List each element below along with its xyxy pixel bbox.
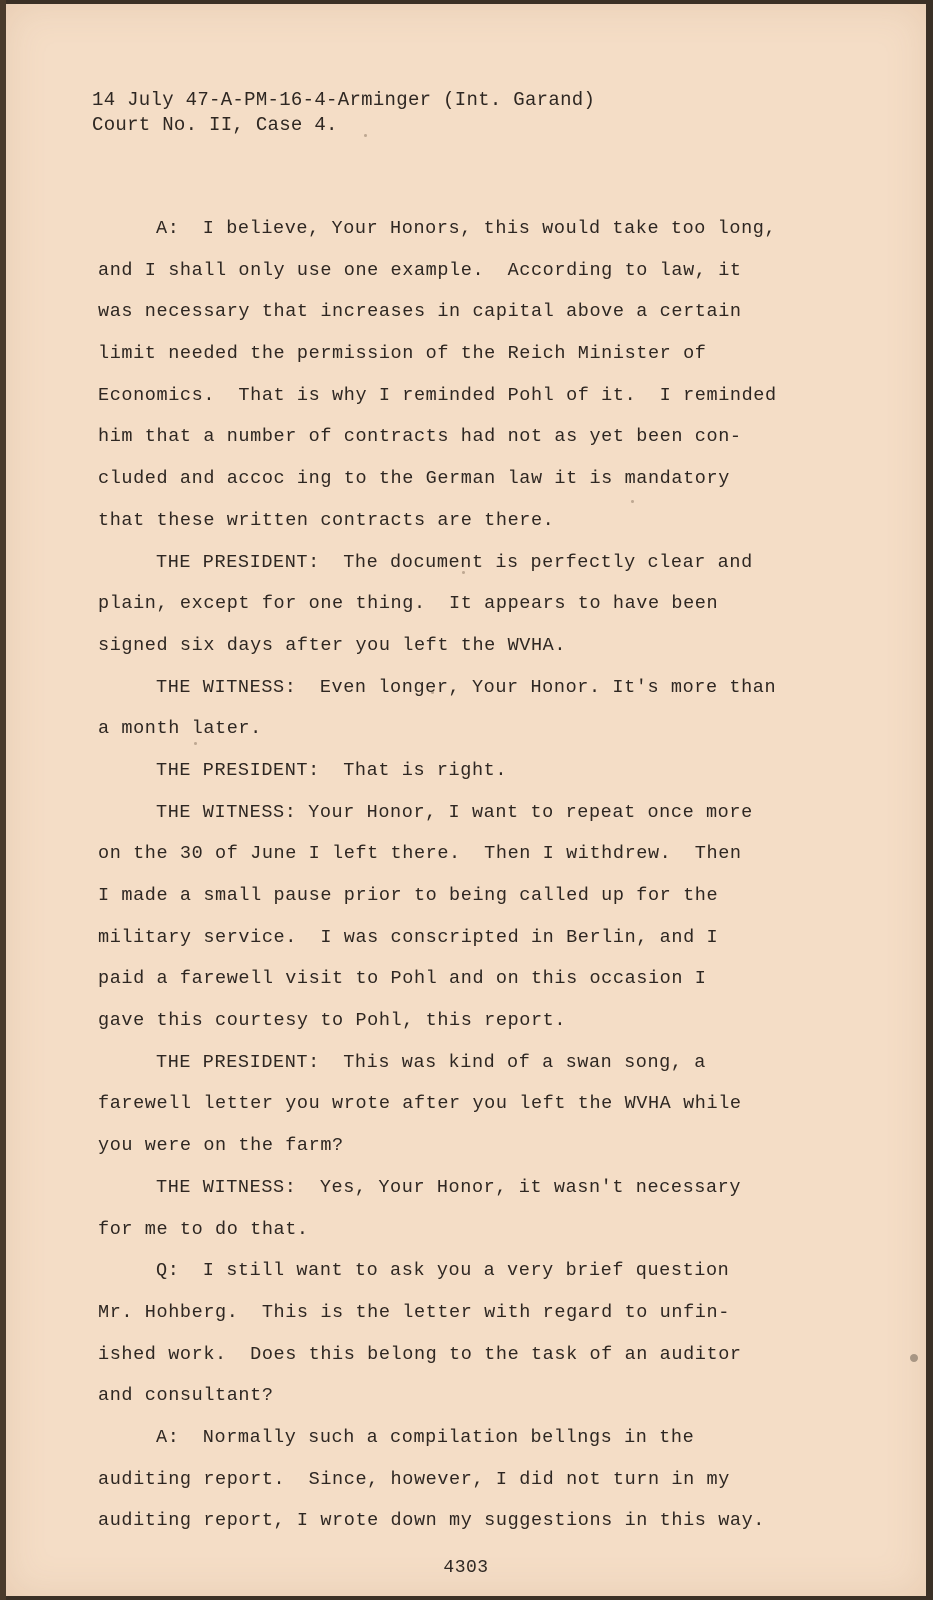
paper-speck bbox=[194, 742, 197, 745]
transcript-line: on the 30 of June I left there. Then I withdrew. Then bbox=[98, 843, 742, 865]
transcript-line: a month later. bbox=[98, 718, 262, 740]
transcript-line: that these written contracts are there. bbox=[98, 509, 555, 531]
transcript-line: paid a farewell visit to Pohl and on this occasion I bbox=[98, 968, 707, 990]
paper-speck bbox=[431, 691, 434, 694]
transcript-line: THE WITNESS: Even longer, Your Honor. It's more than bbox=[156, 676, 777, 698]
transcript-line: military service. I was conscripted in Berlin, and I bbox=[98, 926, 719, 948]
transcript-line: cluded and accoc ing to the German law it is mandatory bbox=[98, 468, 730, 490]
paper-speck bbox=[364, 134, 367, 137]
document-header bbox=[92, 88, 595, 138]
transcript-line: limit needed the permission of the Reich Minister of bbox=[98, 343, 707, 365]
page-number: 4303 bbox=[443, 1558, 489, 1578]
transcript-line: Q: I still want to ask you a very brief question bbox=[156, 1260, 730, 1282]
transcript-line: signed six days after you left the WVHA. bbox=[98, 634, 567, 656]
transcript-line: auditing report, I wrote down my suggestions in this way. bbox=[98, 1510, 766, 1532]
transcript-line: THE PRESIDENT: That is right. bbox=[156, 759, 508, 781]
transcript-line: gave this courtesy to Pohl, this report. bbox=[98, 1010, 567, 1032]
transcript-page bbox=[6, 4, 926, 1596]
paper-speck bbox=[631, 500, 634, 503]
transcript-line: auditing report. Since, however, I did not turn in my bbox=[98, 1468, 730, 1490]
punch-mark bbox=[910, 1354, 918, 1362]
transcript-line: I made a small pause prior to being called up for the bbox=[98, 885, 719, 906]
transcript-line: was necessary that increases in capital above a certain bbox=[98, 301, 742, 323]
transcript-line: Mr. Hohberg. This is the letter with regard to unfin- bbox=[98, 1301, 730, 1323]
transcript-line: for me to do that. bbox=[98, 1218, 309, 1240]
transcript-line: him that a number of contracts had not as yet been con- bbox=[98, 426, 742, 448]
transcript-line: THE PRESIDENT: The document is perfectly clear and bbox=[156, 551, 753, 573]
header-court-line: Court No. II, Case 4. bbox=[92, 114, 338, 136]
transcript-line: you were on the farm? bbox=[98, 1135, 344, 1157]
paper-speck bbox=[462, 571, 465, 574]
transcript-line: A: I believe, Your Honors, this would take too long, bbox=[156, 218, 777, 239]
header-session-line: 14 July 47-A-PM-16-4-Arminger (Int. Garand) bbox=[92, 89, 596, 111]
transcript-line: THE WITNESS: Yes, Your Honor, it wasn't necessary bbox=[156, 1176, 742, 1198]
transcript-line: THE WITNESS: Your Honor, I want to repeat once more bbox=[156, 801, 753, 823]
transcript-body bbox=[98, 208, 818, 1542]
transcript-line: Economics. That is why I reminded Pohl of it. I reminded bbox=[98, 384, 777, 406]
transcript-line: ished work. Does this belong to the task of an auditor bbox=[98, 1343, 742, 1365]
transcript-line: and I shall only use one example. According to law, it bbox=[98, 259, 742, 281]
transcript-line: and consultant? bbox=[98, 1385, 274, 1407]
transcript-line: THE PRESIDENT: This was kind of a swan song, a bbox=[156, 1051, 706, 1073]
transcript-line: farewell letter you wrote after you left the WVHA while bbox=[98, 1093, 742, 1115]
transcript-line: plain, except for one thing. It appears to have been bbox=[98, 593, 719, 615]
transcript-line: A: Normally such a compilation bellngs in the bbox=[156, 1426, 695, 1448]
